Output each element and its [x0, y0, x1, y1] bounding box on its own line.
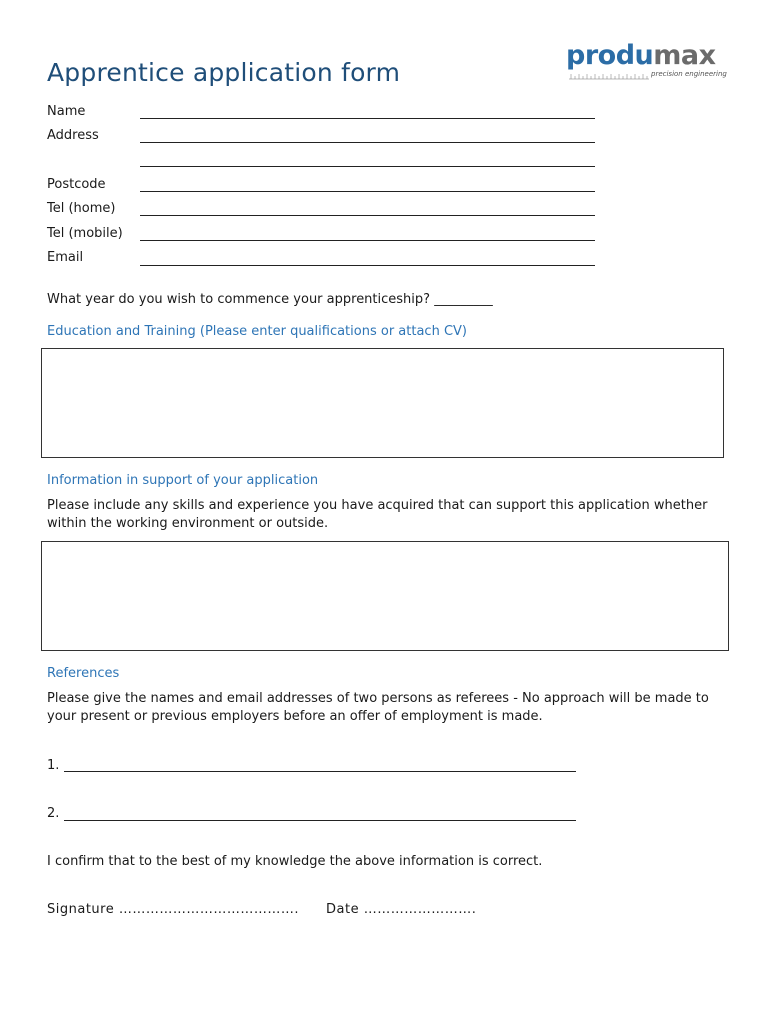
references-heading: References: [47, 666, 120, 681]
logo-ruler-icon: [569, 72, 649, 80]
date-field[interactable]: Date …………………….: [326, 902, 477, 917]
tel-home-label: Tel (home): [47, 201, 116, 216]
logo-word-produ: produ: [566, 40, 654, 71]
postcode-field[interactable]: [140, 191, 595, 192]
logo-wordmark: [566, 40, 716, 71]
name-label: Name: [47, 104, 86, 119]
email-field[interactable]: [140, 265, 595, 266]
email-label: Email: [47, 250, 84, 265]
education-textbox[interactable]: [41, 348, 724, 458]
page-title: Apprentice application form: [47, 58, 401, 87]
confirmation-statement: I confirm that to the best of my knowledge the above information is correct.: [47, 854, 543, 869]
tel-mobile-field[interactable]: [140, 240, 595, 241]
produmax-logo: [563, 40, 727, 84]
address-field-line-2[interactable]: [140, 166, 595, 167]
reference-2-label: 2.: [47, 806, 60, 821]
support-heading: Information in support of your application: [47, 473, 319, 488]
reference-1-label: 1.: [47, 758, 60, 773]
address-label: Address: [47, 128, 99, 143]
support-instructions: Please include any skills and experience you have acquired that can support this application whether within the working environment or outside.: [47, 498, 708, 531]
signature-field[interactable]: Signature ………………………………….: [47, 902, 299, 917]
address-field-line-1[interactable]: [140, 142, 595, 143]
tel-mobile-label: Tel (mobile): [47, 226, 123, 241]
logo-tagline: precision engineering: [651, 70, 727, 78]
references-instructions: Please give the names and email addresses of two persons as referees - No approach will be made to your present or previous employers before an offer of employment is made.: [47, 691, 709, 724]
commence-year-question: What year do you wish to commence your apprenticeship? _________: [47, 292, 493, 307]
logo-word-max: max: [653, 40, 716, 71]
tel-home-field[interactable]: [140, 215, 595, 216]
education-heading: Education and Training (Please enter qualifications or attach CV): [47, 324, 467, 339]
postcode-label: Postcode: [47, 177, 106, 192]
reference-1-field[interactable]: [64, 771, 576, 772]
reference-2-field[interactable]: [64, 820, 576, 821]
name-field[interactable]: [140, 118, 595, 119]
support-textbox[interactable]: [41, 541, 729, 651]
